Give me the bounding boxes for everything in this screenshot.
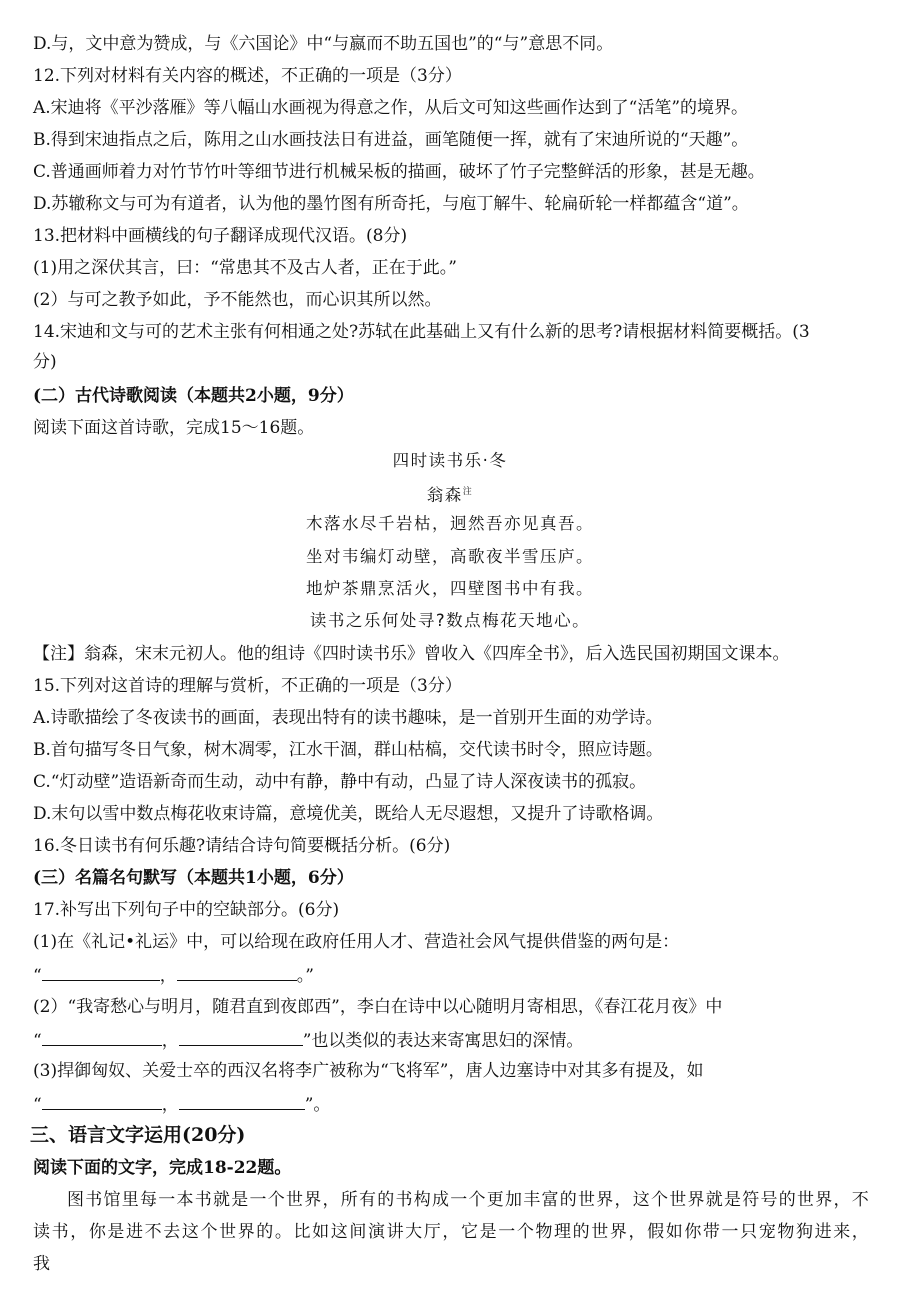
q15-option-d: D.末句以雪中数点梅花收束诗篇，意境优美，既给人无尽遐想，又提升了诗歌格调。 bbox=[33, 804, 664, 824]
q17-answer-line-1 bbox=[33, 962, 870, 988]
answer-blank[interactable] bbox=[179, 1091, 305, 1110]
q17-answer-line-3 bbox=[33, 1091, 870, 1117]
q13-sentence-1: (1)用之深伏其言，曰：“常患其不及古人者，正在于此。” bbox=[33, 258, 457, 278]
q16-stem: 16.冬日读书有何乐趣?请结合诗句简要概括分析。(6分) bbox=[33, 836, 451, 856]
q17-stem: 17.补写出下列句子中的空缺部分。(6分) bbox=[33, 900, 340, 920]
poem-line-1: 木落水尽千岩枯，迥然吾亦见真吾。 bbox=[306, 514, 594, 533]
comma: ， bbox=[161, 1095, 179, 1115]
q11-option-d: D.与，文中意为赞成，与《六国论》中“与嬴而不助五国也”的“与”意思不同。 bbox=[33, 34, 614, 54]
q17-sentence-3: (3)捍御匈奴、关爱士卒的西汉名将李广被称为“飞将军”，唐人边塞诗中对其多有提及，如 bbox=[33, 1061, 704, 1081]
answer-blank[interactable] bbox=[42, 1091, 162, 1110]
q15-stem: 15.下列对这首诗的理解与赏析，不正确的一项是（3分） bbox=[33, 676, 462, 696]
poem-author-note-mark: 注 bbox=[462, 487, 474, 497]
q15-option-b: B.首句描写冬日气象，树木凋零，江水干涸，群山枯槁，交代读书时令，照应诗题。 bbox=[33, 740, 663, 760]
q15-option-c: C.“灯动壁”造语新奇而生动，动中有静，静中有动，凸显了诗人深夜读书的孤寂。 bbox=[33, 772, 647, 792]
q17-sentence-1: (1)在《礼记•礼运》中，可以给现在政府任用人才、营造社会风气提供借鉴的两句是： bbox=[33, 932, 680, 952]
closing-punct: 。” bbox=[296, 966, 314, 986]
answer-blank[interactable] bbox=[179, 1027, 303, 1046]
poem-line-2: 坐对韦编灯动壁，高歌夜半雪压庐。 bbox=[306, 547, 594, 566]
open-quote: “ bbox=[33, 1031, 42, 1051]
part-3-title: 三、语言文字运用(20分) bbox=[30, 1124, 246, 1146]
q12-option-c: C.普通画师着力对竹节竹叶等细节进行机械呆板的描画，破坏了竹子完整鲜活的形象，甚是无趣。 bbox=[33, 162, 765, 182]
q13-stem: 13.把材料中画横线的句子翻译成现代汉语。(8分) bbox=[33, 226, 408, 246]
q17-sentence-2: (2）“我寄愁心与明月，随君直到夜郎西”，李白在诗中以心随明月寄相思，《春江花月夜》中 bbox=[33, 997, 723, 1017]
section-2-intro: 阅读下面这首诗歌，完成15～16题。 bbox=[33, 418, 315, 438]
q13-sentence-2: (2）与可之教予如此，予不能然也，而心识其所以然。 bbox=[33, 290, 442, 310]
poem-author-line bbox=[0, 480, 900, 508]
section-3-title: (三）名篇名句默写（本题共1小题，6分） bbox=[33, 868, 354, 888]
poem-line-3: 地炉茶鼎烹活火，四壁图书中有我。 bbox=[306, 579, 594, 598]
poem-line-4: 读书之乐何处寻?数点梅花天地心。 bbox=[309, 611, 591, 630]
part-3-intro: 阅读下面的文字，完成18-22题。 bbox=[33, 1158, 292, 1178]
comma: ， bbox=[161, 1031, 179, 1051]
q12-stem: 12.下列对材料有关内容的概述，不正确的一项是（3分） bbox=[33, 66, 462, 86]
answer-blank[interactable] bbox=[42, 962, 160, 981]
q12-option-d: D.苏辙称文与可为有道者，认为他的墨竹图有所奇托，与庖丁解牛、轮扁斫轮一样都蕴含“道”。 bbox=[33, 194, 749, 214]
poem-author: 翁森 bbox=[426, 485, 463, 505]
section-2-title: (二）古代诗歌阅读（本题共2小题，9分） bbox=[33, 386, 354, 406]
open-quote: “ bbox=[33, 966, 42, 986]
part-3-passage: 图书馆里每一本书就是一个世界，所有的书构成一个更加丰富的世界，这个世界就是符号的世界，不读书，你是进不去这个世界的。比如这间演讲大厅，它是一个物理的世界，假如你带一只宠物狗进来，我 bbox=[33, 1190, 870, 1274]
poem-note: 【注】翁森，宋末元初人。他的组诗《四时读书乐》曾收入《四库全书》，后入选民国初期国文课本。 bbox=[33, 644, 790, 664]
open-quote: “ bbox=[33, 1095, 42, 1115]
q14-stem-line-1: 14.宋迪和文与可的艺术主张有何相通之处?苏轼在此基础上又有什么新的思考?请根据材料简要概括。(3 bbox=[33, 322, 810, 342]
closing-punct: ”。 bbox=[304, 1095, 331, 1115]
comma: ， bbox=[159, 966, 177, 986]
q14-stem-line-2: 分) bbox=[33, 352, 57, 372]
q15-option-a: A.诗歌描绘了冬夜读书的画面，表现出特有的读书趣味，是一首别开生面的劝学诗。 bbox=[33, 708, 663, 728]
answer-blank[interactable] bbox=[177, 962, 297, 981]
q12-option-b: B.得到宋迪指点之后，陈用之山水画技法日有进益，画笔随便一挥，就有了宋迪所说的“天趣”。 bbox=[33, 130, 749, 150]
q12-option-a: A.宋迪将《平沙落雁》等八幅山水画视为得意之作，从后文可知这些画作达到了“活笔”的境界。 bbox=[33, 98, 749, 118]
answer-blank[interactable] bbox=[42, 1027, 162, 1046]
q17-answer-line-2 bbox=[33, 1027, 870, 1053]
poem-title: 四时读书乐·冬 bbox=[392, 451, 508, 470]
sentence-2-tail: ”也以类似的表达来寄寓思妇的深情。 bbox=[302, 1031, 584, 1051]
